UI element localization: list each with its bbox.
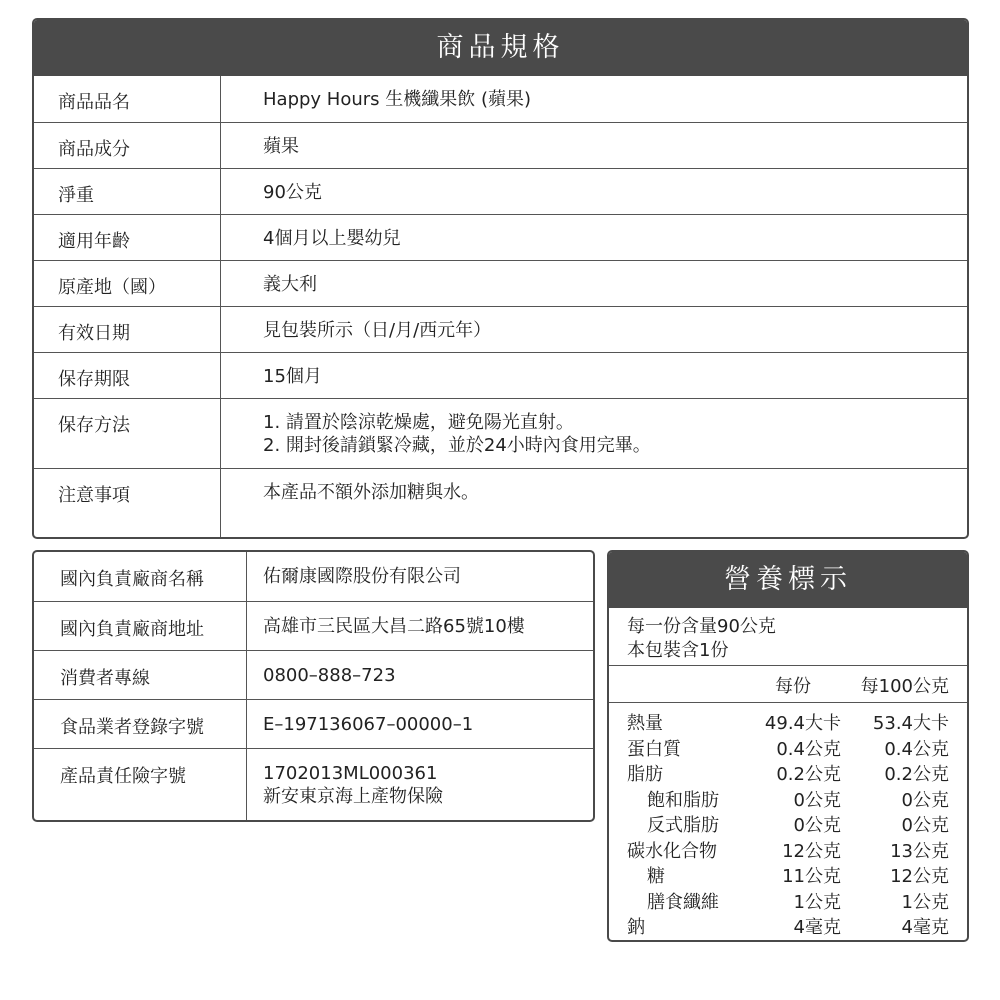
table-row [34,122,967,168]
row-label: 淨重 [34,169,221,214]
nutrient-name: 鈉 [627,917,645,938]
nutrition-title: 營養標示 [609,552,967,608]
row-label: 消費者專線 [34,651,247,699]
nutrient-name: 脂肪 [627,764,663,785]
nutrient-name: 膳食纖維 [647,891,719,913]
table-row [34,468,967,539]
per-100g-value: 12公克 [890,866,949,887]
nutrition-row [609,837,967,863]
row-value [221,76,967,122]
row-label: 有效日期 [34,307,221,352]
value-line: 本產品不額外添加糖與水。 [263,482,479,503]
value-line: 蘋果 [263,136,299,157]
table-row [34,76,967,122]
table-row [34,699,593,748]
row-label: 適用年齡 [34,215,221,260]
per-serving-value: 49.4大卡 [764,713,841,734]
nutrition-row [609,786,967,812]
serving-info [609,608,967,665]
servings-per-package: 本包裝含1份 [627,640,729,661]
row-label: 商品成分 [34,123,221,168]
product-spec-table [32,18,969,539]
per-serving-value: 1公克 [793,891,841,913]
nutrient-name: 糖 [647,866,665,887]
value-line: 高雄市三民區大昌二路65號10樓 [263,616,525,637]
value-line: 4個月以上嬰幼兒 [263,228,401,249]
table-row [34,552,593,601]
row-value [247,749,593,821]
row-value [221,307,967,352]
row-value [221,123,967,168]
row-label: 國內負責廠商名稱 [34,552,247,601]
nutrition-column-headers [609,665,967,702]
table-row [34,650,593,699]
row-label: 保存方法 [34,399,221,468]
value-line: 1702013ML000361 [263,763,438,784]
value-line: 新安東京海上產物保險 [263,786,443,807]
nutrition-row [609,709,967,735]
row-value [221,261,967,306]
per-100g-value: 0公克 [901,789,949,811]
per-serving-value: 12公克 [782,840,841,862]
nutrition-facts-table [607,550,969,942]
row-label: 商品品名 [34,76,221,122]
value-line: 1. 請置於陰涼乾燥處，避免陽光直射。 [263,412,574,433]
company-rows [34,552,593,821]
spec-title: 商品規格 [34,20,967,76]
value-line: 見包裝所示（日/月/西元年） [263,320,492,341]
per-100g-value: 13公克 [890,840,949,862]
per-serving-value: 0公克 [793,789,841,811]
per-100g-value: 0公克 [901,815,949,836]
row-value [221,215,967,260]
nutrition-row [609,913,967,939]
per-100g-value: 53.4大卡 [872,713,949,734]
nutrient-name: 飽和脂肪 [647,789,719,811]
per-serving-value: 0.2公克 [776,764,841,785]
row-value [221,353,967,398]
value-line: 義大利 [263,274,317,295]
per-100g-value: 0.2公克 [884,764,949,785]
row-value [221,169,967,214]
table-row [34,748,593,821]
nutrition-row [609,811,967,837]
nutrition-row [609,888,967,914]
value-line: 90公克 [263,182,322,203]
row-value [221,399,967,468]
value-line: E–197136067–00000–1 [263,714,474,735]
nutrient-name: 碳水化合物 [627,840,717,862]
table-row [34,601,593,650]
row-label: 國內負責廠商地址 [34,602,247,650]
col-per-100g: 每100公克 [860,676,949,697]
table-row [34,306,967,352]
row-value [247,602,593,650]
row-value [247,651,593,699]
table-row [34,168,967,214]
row-label: 食品業者登錄字號 [34,700,247,748]
col-per-serving: 每份 [775,676,811,697]
spec-rows [34,76,967,539]
value-line: 0800–888–723 [263,665,396,686]
table-row [34,398,967,468]
table-row [34,260,967,306]
nutrition-row [609,735,967,761]
per-100g-value: 4毫克 [901,917,949,938]
per-serving-value: 0.4公克 [776,738,841,760]
nutrient-name: 反式脂肪 [647,815,719,836]
value-line: 15個月 [263,366,322,387]
row-value [247,552,593,601]
row-value [221,469,967,539]
nutrition-row [609,760,967,786]
row-label: 產品責任險字號 [34,749,247,821]
per-serving-value: 4毫克 [793,917,841,938]
row-value [247,700,593,748]
nutrient-name: 熱量 [627,713,663,734]
value-line: Happy Hours 生機纖果飲 (蘋果) [263,89,532,110]
value-line: 2. 開封後請鎖緊冷藏，並於24小時內食用完畢。 [263,435,651,456]
nutrition-row [609,862,967,888]
per-serving-value: 0公克 [793,815,841,836]
serving-size: 每一份含量90公克 [627,616,776,637]
value-line: 佑爾康國際股份有限公司 [263,566,461,587]
nutrient-name: 蛋白質 [627,738,681,760]
per-100g-value: 1公克 [901,891,949,913]
nutrition-items [609,702,967,939]
row-label: 注意事項 [34,469,221,539]
table-row [34,352,967,398]
row-label: 保存期限 [34,353,221,398]
row-label: 原產地（國） [34,261,221,306]
per-serving-value: 11公克 [782,866,841,887]
company-info-table [32,550,595,822]
per-100g-value: 0.4公克 [884,738,949,760]
table-row [34,214,967,260]
